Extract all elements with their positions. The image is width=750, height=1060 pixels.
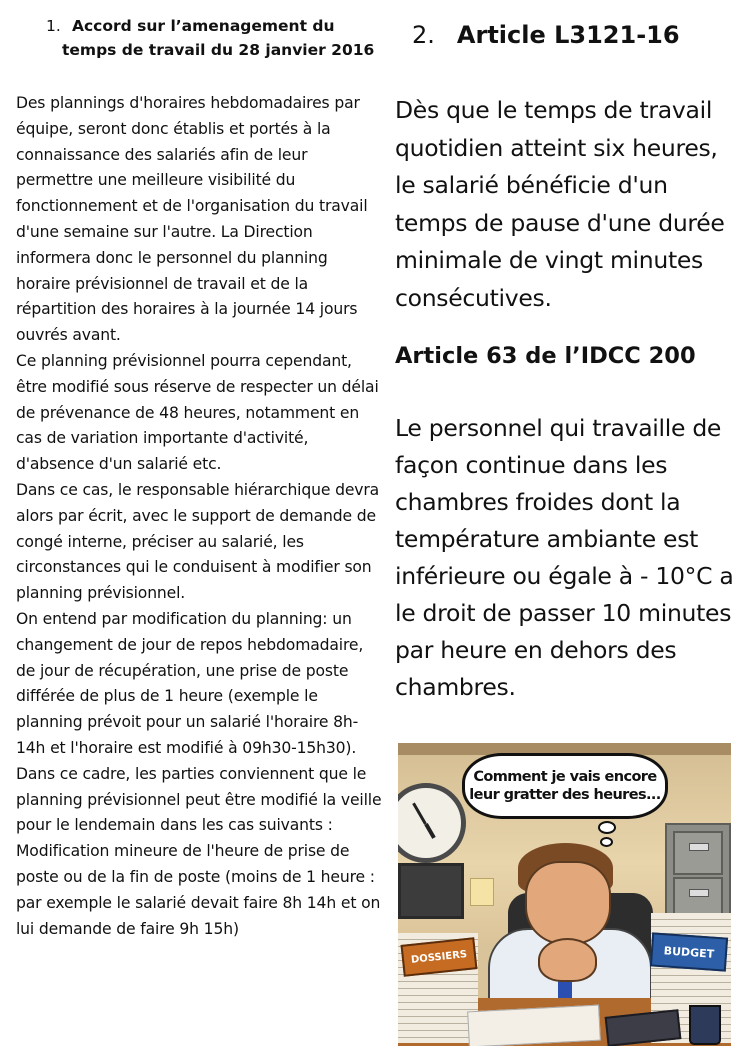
paragraph: Des plannings d'horaires hebdomadaires par équipe, seront donc établis et portés à la connaissance des salariés afin de leur permettre une meilleure visibilité du fonctionnement et de l'organisation du travail d'une semaine sur l'autre. La Direction informera donc le personnel du planning horaire prévisionnel de travail et de la répartition des horaires à la journée 14 jours ouvrés avant.	[16, 94, 368, 345]
paragraph: Modification mineure de l'heure de prise de poste ou de la fin de poste (moins de 1 heure : par exemple le salarié devait faire 8h 14h et on lui demande de faire 9h 15h)	[16, 842, 381, 938]
article-l3121-16-body: Dès que le temps de travail quotidien atteint six heures, le salarié bénéficie d'un temps de pause d'une durée minimale de vingt minutes consécutives.	[395, 96, 725, 312]
thought-bubble	[462, 753, 668, 819]
thought-bubble-line2: leur gratter des heures...	[469, 787, 661, 803]
manager-hands	[538, 938, 597, 982]
thought-bubble-tail	[600, 837, 613, 847]
article-63-body: Le personnel qui travaille de façon continue dans les chambres froides dont la température ambiante est inférieure ou égale à - 10°C a le droit de passer 10 minutes par heure en dehors des chambres.	[395, 414, 734, 701]
section-1-body	[16, 91, 386, 942]
computer-monitor	[398, 863, 464, 919]
thought-bubble-tail	[598, 821, 616, 834]
section-1-number: 1.	[46, 17, 61, 35]
manager-face	[525, 861, 611, 945]
thought-bubble-line1: Comment je vais encore	[473, 769, 657, 785]
cartoon-illustration	[398, 743, 731, 1046]
section-2-heading	[412, 19, 680, 51]
sticky-note	[470, 878, 494, 906]
section-1-title-line1: Accord sur l’amenagement du	[72, 17, 335, 35]
section-1-title-line2: temps de travail du 28 janvier 2016	[62, 41, 375, 59]
desk-papers	[467, 1005, 601, 1046]
paragraph: Ce planning prévisionnel pourra cependant, être modifié sous réserve de respecter un délai de prévenance de 48 heures, notamment en cas de variation importante d'activité, d'absence d'un salarié etc.	[16, 351, 379, 474]
paragraph: On entend par modification du planning: un changement de jour de repos hebdomadaire, de jour de récupération, une prise de poste différée de plus de 1 heure (exemple le planning prévoit pour un salarié l'horaire 8h-14h et l'horaire est modifié à 09h30-15h30).	[16, 609, 364, 757]
paragraph: Dans ce cadre, les parties conviennent que le planning prévisionnel peut être modifié la veille pour le lendemain dans les cas suivants :	[16, 764, 382, 835]
article-63-title: Article 63 de l’IDCC 200	[395, 343, 696, 369]
section-2-title: Article L3121-16	[456, 21, 680, 49]
pencil-cup-icon	[689, 1005, 721, 1045]
binder-dossiers: DOSSIERS	[401, 937, 478, 977]
binder-budget: BUDGET	[650, 932, 728, 971]
paragraph: planning prévisionnel.	[16, 584, 186, 603]
section-2-number: 2.	[412, 21, 435, 49]
paragraph: Dans ce cas, le responsable hiérarchique devra alors par écrit, avec le support de demande de congé interne, préciser au salarié, les circonstances qui le conduisent à modifier son	[16, 480, 380, 577]
section-1-heading	[46, 14, 391, 62]
